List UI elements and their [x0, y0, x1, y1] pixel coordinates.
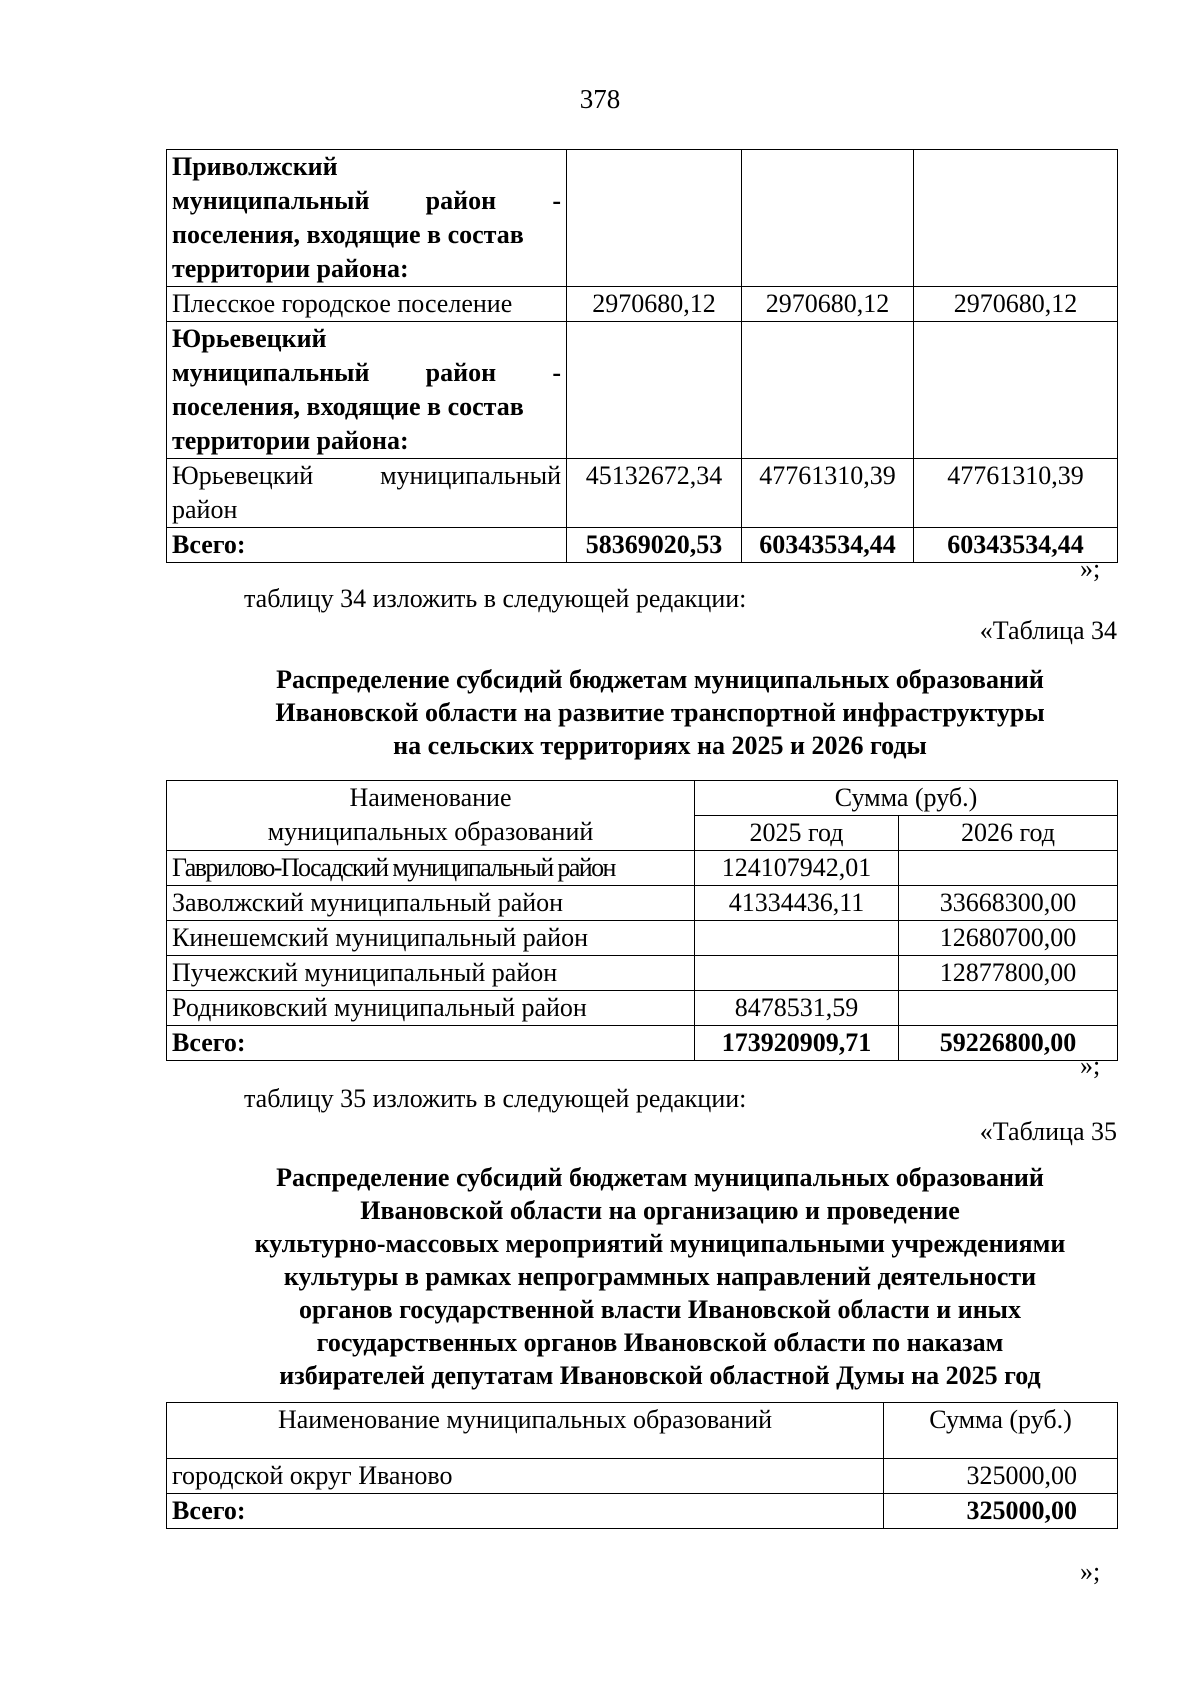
- table-35: [166, 1402, 1118, 1529]
- table-row: Плесское городское поселение 2970680,12 2970680,12 2970680,12: [167, 287, 1118, 322]
- table-row: [167, 322, 1118, 459]
- table-row: Пучежский муниципальный район 12877800,00: [167, 956, 1118, 991]
- table-header-row: Наименование муниципальных образований Сумма (руб.): [167, 1403, 1118, 1459]
- table-row: Гаврилово-Посадский муниципальный район 124107942,01: [167, 851, 1118, 886]
- table-row: городской округ Иваново 325000,00: [167, 1459, 1118, 1494]
- table-34-title: Распределение субсидий бюджетам муниципальных образований Ивановской области на развитие транспортной инфраструктуры на сельских территориях на 2025 и 2026 годы: [275, 665, 1045, 760]
- table-total-row: Всего: 58369020,53 60343534,44 60343534,44: [167, 528, 1118, 563]
- table-continuation: [166, 149, 1118, 563]
- table-row: Родниковский муниципальный район 8478531,59: [167, 991, 1118, 1026]
- table-row: Юрьевецкий муниципальный район 45132672,34 47761310,39 47761310,39: [167, 459, 1118, 528]
- closing-quote: »;: [1080, 1051, 1101, 1080]
- table-header-row: Наименование муниципальных образований Сумма (руб.): [167, 781, 1118, 816]
- table-34: [166, 780, 1118, 1061]
- instruction-35: таблицу 35 изложить в следующей редакции:: [244, 1084, 747, 1113]
- row-name-cell: Приволжский муниципальный район - поселения, входящие в состав территории района:: [167, 150, 567, 287]
- table-total-row: Всего: 325000,00: [167, 1494, 1118, 1529]
- header-name-cell: Наименование муниципальных образований: [167, 781, 695, 851]
- table-35-label: «Таблица 35: [979, 1117, 1117, 1146]
- table-34-label: «Таблица 34: [979, 616, 1117, 645]
- table-row: [167, 150, 1118, 287]
- table-header-row: 2025 год 2026 год: [167, 816, 1118, 851]
- page-number: 378: [579, 84, 621, 114]
- table-row: Кинешемский муниципальный район 12680700,00: [167, 921, 1118, 956]
- row-name-cell: Юрьевецкий муниципальный район: [167, 459, 567, 528]
- table-35-title: Распределение субсидий бюджетам муниципальных образований Ивановской области на организацию и проведение культурно-массовых мероприятий муниципальными учреждениями культуры в рамках непрограммных направлений деятельности органов государственной власти Ивановской области и иных государственных органов Ивановской области по наказам избирателей депутатам Ивановской областной Думы на 2025 год: [254, 1163, 1066, 1390]
- table-total-row: Всего: 173920909,71 59226800,00: [167, 1026, 1118, 1061]
- closing-quote: »;: [1080, 554, 1101, 583]
- table-row: Заволжский муниципальный район 41334436,11 33668300,00: [167, 886, 1118, 921]
- closing-quote: »;: [1080, 1557, 1101, 1586]
- row-name-cell: Юрьевецкий муниципальный район - поселения, входящие в состав территории района:: [167, 322, 567, 459]
- instruction-34: таблицу 34 изложить в следующей редакции:: [244, 584, 747, 613]
